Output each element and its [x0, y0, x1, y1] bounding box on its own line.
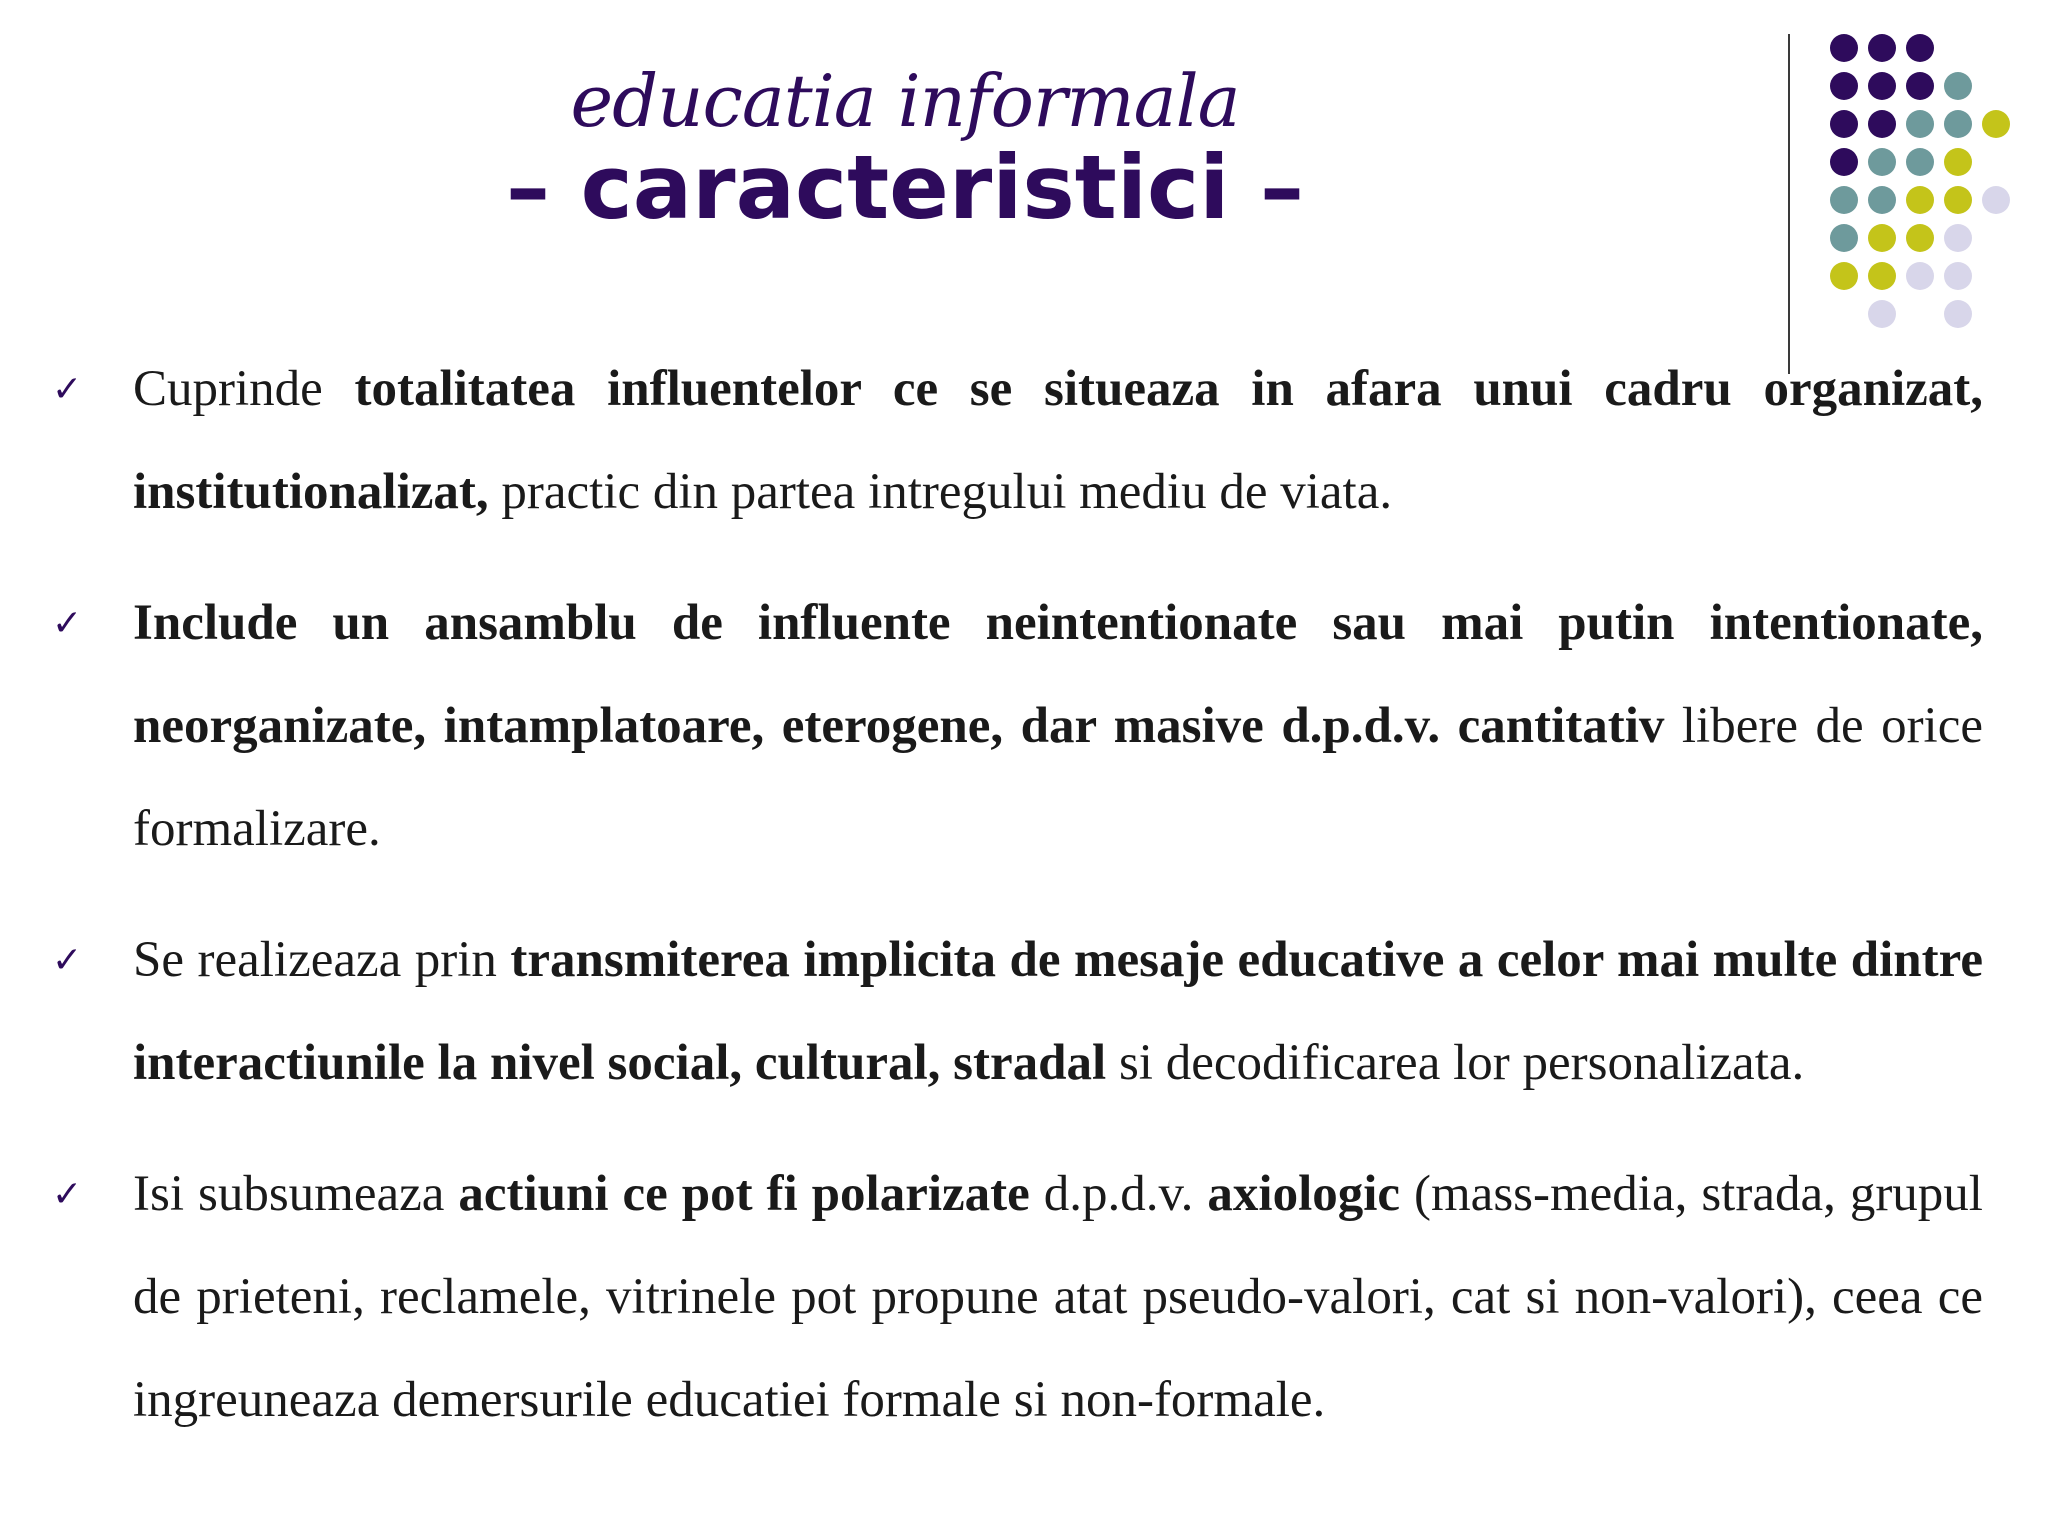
bullet-text-bold: transmiterea implicita de mesaje educative a celor mai multe dintre interactiunile la nivel social, cultural, stradal: [133, 932, 1983, 1091]
decorative-dot: [1944, 72, 1972, 100]
bullet-item: [48, 1143, 1983, 1452]
decorative-dot: [1868, 300, 1896, 328]
decorative-dot: [1906, 110, 1934, 138]
decorative-divider-line: [1788, 34, 1790, 374]
bullet-text: d.p.d.v.: [1029, 1166, 1208, 1222]
decorative-dot: [1944, 186, 1972, 214]
slide-title: [0, 60, 1810, 238]
decorative-dot: [1906, 148, 1934, 176]
decorative-dot: [1868, 224, 1896, 252]
decorative-dot: [1830, 186, 1858, 214]
decorative-dot: [1944, 262, 1972, 290]
decorative-dot: [1830, 34, 1858, 62]
decorative-dot: [1830, 72, 1858, 100]
decorative-dot: [1830, 224, 1858, 252]
bullet-text: Se realizeaza prin: [133, 932, 511, 988]
decorative-dot: [1868, 262, 1896, 290]
check-mark-icon: ✓: [52, 1174, 83, 1215]
bullet-item: [48, 572, 1983, 881]
bullet-text: libere de orice formalizare.: [133, 698, 1984, 857]
decorative-dot: [1830, 110, 1858, 138]
decorative-dot: [1906, 262, 1934, 290]
bullet-item: [48, 909, 1983, 1115]
bullet-text: Cuprinde: [133, 361, 355, 417]
bullet-text: (mass-media, strada, grupul de prieteni, reclamele, vitrinele pot propune atat pseudo-valori, cat si non-valori), ceea ce ingreuneaza demersurile educatiei formale si non-formale.: [133, 1166, 1983, 1428]
decorative-dot-grid: [1830, 34, 2030, 334]
decorative-dot: [1906, 186, 1934, 214]
check-mark-icon: ✓: [52, 369, 83, 410]
decorative-dot: [1906, 72, 1934, 100]
decorative-dot: [1830, 262, 1858, 290]
bullet-text: practic din partea intregului mediu de viata.: [488, 464, 1393, 520]
decorative-dot: [1868, 148, 1896, 176]
decorative-dot: [1944, 110, 1972, 138]
title-line-2: – caracteristici –: [505, 135, 1304, 239]
decorative-dot: [1906, 34, 1934, 62]
decorative-dot: [1944, 224, 1972, 252]
decorative-dot: [1982, 110, 2010, 138]
check-mark-icon: ✓: [52, 940, 83, 981]
decorative-dot: [1868, 186, 1896, 214]
bullet-text-bold: totalitatea influentelor ce se situeaza in afara unui cadru organizat, institutionalizat,: [133, 361, 1983, 520]
check-mark-icon: ✓: [52, 603, 83, 644]
title-line-1: educatia informala: [570, 59, 1240, 143]
decorative-dot: [1868, 72, 1896, 100]
decorative-dot: [1868, 110, 1896, 138]
decorative-dot: [1906, 224, 1934, 252]
bullet-item: [48, 338, 1983, 544]
decorative-dot: [1944, 148, 1972, 176]
bullet-text: si decodificarea lor personalizata.: [1106, 1035, 1805, 1091]
decorative-dot: [1982, 186, 2010, 214]
decorative-dot: [1830, 148, 1858, 176]
bullet-text-bold: axiologic: [1207, 1166, 1401, 1222]
bullet-list: [48, 338, 1983, 1480]
bullet-text-bold: actiuni ce pot fi polarizate: [458, 1166, 1030, 1222]
bullet-text-bold: Include un ansamblu de influente neintentionate sau mai putin intentionate, neorganizate, intamplatoare, eterogene, dar masive d.p.d.v. cantitativ: [133, 595, 1983, 754]
decorative-dot: [1944, 300, 1972, 328]
bullet-text: Isi subsumeaza: [133, 1166, 459, 1222]
decorative-dot: [1868, 34, 1896, 62]
